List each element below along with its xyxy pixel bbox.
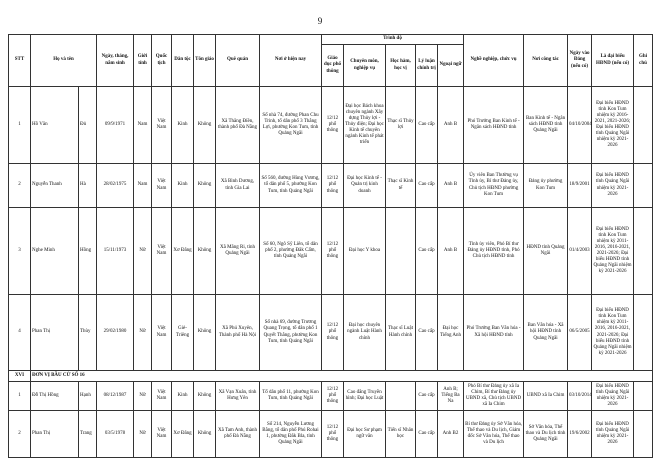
table-row (9, 295, 653, 371)
birthdate-cell: 08/12/1987 (97, 382, 134, 411)
specialty-cell: Đại học Bách khoa chuyên ngành Xây dựng Thủy lợi - Thủy điện; Đại học Kinh tế chuyên ngành Kinh tế phát triển (344, 87, 386, 164)
header-birthdate: Ngày, tháng, năm sinh (97, 35, 134, 87)
degree-cell: Tiến sĩ Nhân học (386, 411, 416, 458)
given-name-cell: Đủ (79, 87, 97, 164)
given-name-cell: Thùy (79, 295, 97, 371)
occupation-cell: Phó Trưởng Ban Kinh tế - Ngân sách HĐND tỉnh (464, 87, 524, 164)
nationality-cell: Việt Nam (152, 87, 172, 164)
nationality-cell: Việt Nam (152, 164, 172, 208)
header-name: Họ và tên (31, 35, 97, 87)
occupation-cell: Phó Bí thư Đảng ủy xã Ia Chim, Bí thư Đảng ủy UBND xã, Chủ tịch UBND xã Ia Chim (464, 382, 524, 411)
specialty-cell: Đại học Kinh tế - Quản trị kinh doanh (344, 164, 386, 208)
table-row (9, 87, 653, 164)
delegate-cell: Đại biểu HĐND tỉnh Quảng Ngãi nhiệm kỳ 2021-2026 (592, 164, 634, 208)
residence-cell: Số 560, đường Hùng Vương, tổ dân phố 5, phường Kon Tum, tỉnh Quảng Ngãi (260, 164, 322, 208)
given-name-cell: Trang (79, 411, 97, 458)
page-number: 9 (317, 16, 323, 26)
nationality-cell: Việt Nam (152, 411, 172, 458)
header-ethnicity: Dân tộc (172, 35, 194, 87)
header-language: Ngoại ngữ (438, 45, 464, 87)
specialty-cell: Đại học Y khoa (344, 208, 386, 295)
ethnicity-cell: Kinh (172, 87, 194, 164)
hometown-cell: Xã Phú Xuyên, Thành phố Hà Nội (216, 295, 260, 371)
ethnicity-cell: Giẻ-Triêng (172, 295, 194, 371)
stt-cell: 1 (9, 87, 31, 164)
degree-cell (386, 208, 416, 295)
surname-cell: Phan Thị (31, 411, 79, 458)
section-row (9, 371, 653, 382)
birthdate-cell: 15/11/1973 (97, 208, 134, 295)
stt-cell: 2 (9, 164, 31, 208)
degree-cell: Thạc sĩ Thủy lợi (386, 87, 416, 164)
header-specialty: Chuyên môn, nghiệp vụ (344, 45, 386, 87)
surname-cell: Phan Thị (31, 295, 79, 371)
specialty-cell: Đại học Sư phạm ngữ văn (344, 411, 386, 458)
delegate-cell: Đại biểu HĐND tỉnh Quảng Ngãi nhiệm kỳ 2021-2026 (592, 382, 634, 411)
party-date-cell: 06/5/2005 (568, 295, 592, 371)
header-religion: Tôn giáo (194, 35, 216, 87)
header-residence: Nơi ở hiện nay (260, 35, 322, 87)
ethnicity-cell: Xơ Đăng (172, 411, 194, 458)
religion-cell: Không (194, 208, 216, 295)
header-hometown: Quê quán (216, 35, 260, 87)
delegate-cell: Đại biểu HĐND tỉnh Kon Tum nhiệm kỳ 2011-2016, 2016-2021, 2021-2026; Đại biểu HĐND tỉnh Quảng Ngãi nhiệm kỳ 2021-2026 (592, 208, 634, 295)
surname-cell: Nghe Minh (31, 208, 79, 295)
ethnicity-cell: Xơ Đăng (172, 208, 194, 295)
gender-cell: Nam (134, 164, 152, 208)
hometown-cell: Xã Măng Ri, tỉnh Quảng Ngãi (216, 208, 260, 295)
table-row (9, 382, 653, 411)
language-cell: Anh B (438, 208, 464, 295)
surname-cell: Nguyễn Thanh (31, 164, 79, 208)
section-number: XVI (9, 371, 31, 382)
delegate-cell: Đại biểu HĐND tỉnh Kon Tum nhiệm kỳ 2016-2021, 2021-2026; Đại biểu HĐND tỉnh Quảng Ngãi nhiệm kỳ 2021-2026 (592, 87, 634, 164)
gender-cell: Nữ (134, 382, 152, 411)
surname-cell: Đỗ Thị Hồng (31, 382, 79, 411)
notes-cell (634, 411, 653, 458)
birthdate-cell: 09/9/1971 (97, 87, 134, 164)
stt-cell: 3 (9, 208, 31, 295)
table-row (9, 411, 653, 458)
hometown-cell: Xã Thăng Điền, thành phố Đà Nẵng (216, 87, 260, 164)
language-cell: Anh B (438, 87, 464, 164)
politics-cell: Cao cấp (416, 411, 438, 458)
surname-cell: Hồ Văn (31, 87, 79, 164)
language-cell: Anh B2 (438, 411, 464, 458)
general-education-cell: 12/12 phổ thông (322, 87, 344, 164)
candidate-table (8, 34, 653, 458)
table-row (9, 208, 653, 295)
party-date-cell: 03/10/2014 (568, 382, 592, 411)
hometown-cell: Xã Vạn Xuân, tỉnh Hưng Yên (216, 382, 260, 411)
general-education-cell: 12/12 phổ thông (322, 164, 344, 208)
gender-cell: Nam (134, 87, 152, 164)
residence-cell: Số nhà 69, đường Trương Quang Trọng, tổ dân phố 1 Quyết Thắng, phường Kon Tum, tỉnh Quảng Ngãi (260, 295, 322, 371)
header-degree: Học hàm, học vị (386, 45, 416, 87)
occupation-cell: Ủy viên Ban Thường vụ Tỉnh ủy, Bí thư Đảng ủy, Chủ tịch HĐND phường Kon Tum (464, 164, 524, 208)
nationality-cell: Việt Nam (152, 382, 172, 411)
ethnicity-cell: Kinh (172, 382, 194, 411)
residence-cell: Số nhà 74, đường Phan Chu Trinh, tổ dân phố 3 Thắng Lợi, phường Kon Tum, tỉnh Quảng Ngãi (260, 87, 322, 164)
language-cell: Đại học Tiếng Anh (438, 295, 464, 371)
workplace-cell: Ban Văn hóa - Xã hội HĐND tỉnh Quảng Ngãi (524, 295, 568, 371)
stt-cell: 4 (9, 295, 31, 371)
general-education-cell: 12/12 phổ thông (322, 411, 344, 458)
language-cell: Anh B; Tiếng Ba Na (438, 382, 464, 411)
given-name-cell: Hồng (79, 208, 97, 295)
occupation-cell: Phó Trưởng Ban Văn hóa - Xã hội HĐND tỉnh (464, 295, 524, 371)
degree-cell: Thạc sĩ Kinh tế (386, 164, 416, 208)
ethnicity-cell: Kinh (172, 164, 194, 208)
header-workplace: Nơi công tác (524, 35, 568, 87)
header-general-education: Giáo dục phổ thông (322, 45, 344, 87)
general-education-cell: 12/12 phổ thông (322, 208, 344, 295)
degree-cell (386, 382, 416, 411)
occupation-cell: Bí thư Đảng ủy Sở Văn hóa, Thể thao và Du lịch, Giám đốc Sở Văn hóa, Thể thao và Du lịch (464, 411, 524, 458)
header-notes: Ghi chú (634, 35, 653, 87)
header-stt: STT (9, 35, 31, 87)
nationality-cell: Việt Nam (152, 295, 172, 371)
given-name-cell: Hạnh (79, 382, 97, 411)
workplace-cell: Đảng ủy phường Kon Tum (524, 164, 568, 208)
language-cell: Anh B (438, 164, 464, 208)
notes-cell (634, 87, 653, 164)
header-politics: Lý luận chính trị (416, 45, 438, 87)
residence-cell: Số 214, Nguyễn Lương Bằng, tổ dân phố Phú Rohai 1, phường Đăk Bla, tỉnh Quảng Ngãi (260, 411, 322, 458)
general-education-cell: 12/12 phổ thông (322, 382, 344, 411)
stt-cell: 1 (9, 382, 31, 411)
religion-cell: Không (194, 87, 216, 164)
religion-cell: Không (194, 411, 216, 458)
hometown-cell: Xã Bình Dương, tỉnh Gia Lai (216, 164, 260, 208)
specialty-cell: Cao đẳng Truyền hình; Đại học Luật (344, 382, 386, 411)
degree-cell: Thạc sĩ Luật Hành chính (386, 295, 416, 371)
birthdate-cell: 28/02/1975 (97, 164, 134, 208)
birthdate-cell: 29/02/1980 (97, 295, 134, 371)
occupation-cell: Tỉnh ủy viên, Phó Bí thư Đảng ủy HĐND tỉnh, Phó Chủ tịch HĐND tỉnh (464, 208, 524, 295)
header-party-date: Ngày vào Đảng (nếu có) (568, 35, 592, 87)
notes-cell (634, 295, 653, 371)
delegate-cell: Đại biểu HĐND tỉnh Quảng Ngãi nhiệm kỳ 2021-2026 (592, 411, 634, 458)
workplace-cell: Ban Kinh tế - Ngân sách HĐND tỉnh Quảng Ngãi (524, 87, 568, 164)
section-title: ĐƠN VỊ BẦU CỬ SỐ 16 (31, 371, 653, 382)
notes-cell (634, 208, 653, 295)
party-date-cell: 18/9/2001 (568, 164, 592, 208)
specialty-cell: Đại học chuyên ngành Luật Hành chính (344, 295, 386, 371)
gender-cell: Nữ (134, 208, 152, 295)
residence-cell: Tổ dân phố 11, phường Kon Tum, tỉnh Quảng Ngãi (260, 382, 322, 411)
party-date-cell: 19/6/2002 (568, 411, 592, 458)
religion-cell: Không (194, 382, 216, 411)
header-gender: Giới tính (134, 35, 152, 87)
politics-cell: Cao cấp (416, 208, 438, 295)
workplace-cell: UBND xã Ia Chim (524, 382, 568, 411)
politics-cell: Cao cấp (416, 87, 438, 164)
politics-cell: Cao cấp (416, 382, 438, 411)
nationality-cell: Việt Nam (152, 208, 172, 295)
birthdate-cell: 03/5/1978 (97, 411, 134, 458)
workplace-cell: Sở Văn hóa, Thể thao và Du lịch tỉnh Quảng Ngãi (524, 411, 568, 458)
gender-cell: Nữ (134, 411, 152, 458)
header-delegate: Là đại biểu HĐND (nếu có) (592, 35, 634, 87)
religion-cell: Không (194, 295, 216, 371)
party-date-cell: 01/4/2003 (568, 208, 592, 295)
given-name-cell: Hà (79, 164, 97, 208)
table-row (9, 164, 653, 208)
politics-cell: Cao cấp (416, 295, 438, 371)
residence-cell: Số 60, Ngô Sỹ Liên, tổ dân phố 2, phường Đăk Cấm, tỉnh Quảng Ngãi (260, 208, 322, 295)
notes-cell (634, 164, 653, 208)
party-date-cell: 04/10/2004 (568, 87, 592, 164)
delegate-cell: Đại biểu HĐND tỉnh Kon Tum nhiệm kỳ 2011-2016, 2016-2021, 2021-2026; Đại biểu HĐND tỉnh Quảng Ngãi nhiệm kỳ 2021-2026 (592, 295, 634, 371)
general-education-cell: 12/12 phổ thông (322, 295, 344, 371)
workplace-cell: HĐND tỉnh Quảng Ngãi (524, 208, 568, 295)
header-nationality: Quốc tịch (152, 35, 172, 87)
header-education: Trình độ (322, 35, 464, 45)
notes-cell (634, 382, 653, 411)
hometown-cell: Xã Tam Anh, thành phố Đà Nẵng (216, 411, 260, 458)
header-occupation: Nghề nghiệp, chức vụ (464, 35, 524, 87)
politics-cell: Cao cấp (416, 164, 438, 208)
religion-cell: Không (194, 164, 216, 208)
gender-cell: Nữ (134, 295, 152, 371)
stt-cell: 2 (9, 411, 31, 458)
